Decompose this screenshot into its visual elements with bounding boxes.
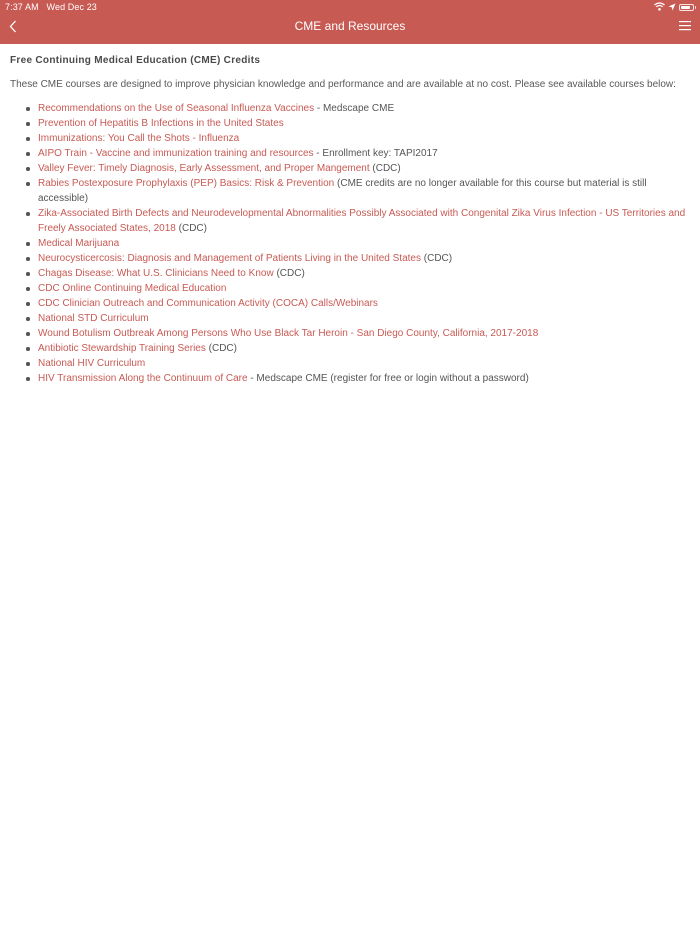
list-item: [38, 296, 690, 311]
cme-content: [10, 54, 690, 386]
course-link[interactable]: Zika-Associated Birth Defects and Neurodevelopmental Abnormalities Possibly Associated with Congenital Zika Virus Infection - US Territories and Freely Associated States, 2018: [38, 208, 686, 234]
list-item: [38, 176, 690, 206]
list-item: [38, 236, 690, 251]
course-link[interactable]: National HIV Curriculum: [38, 358, 146, 369]
status-date: Wed Dec 23: [46, 2, 97, 12]
course-link[interactable]: Recommendations on the Use of Seasonal Influenza Vaccines: [38, 103, 315, 114]
course-note: - Medscape CME: [314, 103, 395, 114]
course-note: (CDC): [273, 268, 305, 279]
menu-button[interactable]: [678, 19, 692, 31]
course-link[interactable]: Immunizations: You Call the Shots - Influenza: [38, 133, 240, 144]
location-arrow-icon: [668, 0, 676, 16]
course-link[interactable]: National STD Curriculum: [38, 313, 149, 324]
section-heading: Free Continuing Medical Education (CME) Credits: [10, 55, 261, 66]
course-link[interactable]: Wound Botulism Outbreak Among Persons Who Use Black Tar Heroin - San Diego County, California, 2017-2018: [38, 328, 539, 339]
battery-icon: [679, 4, 694, 11]
status-clock: 7:37 AM: [5, 2, 39, 12]
list-item: [38, 206, 690, 236]
list-item: [38, 116, 690, 131]
list-item: [38, 326, 690, 341]
course-note: (CDC): [175, 223, 207, 234]
status-indicators: [654, 2, 694, 12]
intro-text: These CME courses are designed to improve physician knowledge and performance and are available at no cost. Please see available courses below:: [10, 79, 676, 90]
course-link[interactable]: HIV Transmission Along the Continuum of Care: [38, 373, 248, 384]
course-note: (CME credits are no longer available for this course but material is still accessible): [38, 178, 647, 204]
course-link[interactable]: Valley Fever: Timely Diagnosis, Early Assessment, and Proper Mangement: [38, 163, 370, 174]
course-note: - Medscape CME (register for free or login without a password): [247, 373, 529, 384]
course-note: (CDC): [205, 343, 237, 354]
page-title: CME and Resources: [294, 19, 406, 33]
list-item: [38, 101, 690, 116]
list-item: [38, 341, 690, 356]
wifi-icon: [654, 0, 665, 16]
course-link[interactable]: CDC Clinician Outreach and Communication Activity (COCA) Calls/Webinars: [38, 298, 378, 309]
hamburger-menu-icon: [678, 20, 692, 32]
course-note: (CDC): [369, 163, 401, 174]
course-link[interactable]: Neurocysticercosis: Diagnosis and Management of Patients Living in the United States: [38, 253, 421, 264]
course-note: - Enrollment key: TAPI2017: [313, 148, 438, 159]
list-item: [38, 146, 690, 161]
course-link[interactable]: Antibiotic Stewardship Training Series: [38, 343, 206, 354]
course-link[interactable]: AIPO Train - Vaccine and immunization training and resources: [38, 148, 314, 159]
list-item: [38, 371, 690, 386]
course-link[interactable]: Medical Marijuana: [38, 238, 120, 249]
list-item: [38, 251, 690, 266]
course-note: (CDC): [420, 253, 453, 264]
list-item: [38, 281, 690, 296]
list-item: [38, 131, 690, 146]
course-link[interactable]: Chagas Disease: What U.S. Clinicians Need to Know: [38, 268, 274, 279]
course-list: [10, 101, 690, 386]
list-item: [38, 356, 690, 371]
top-bar: [0, 0, 700, 44]
list-item: [38, 266, 690, 281]
list-item: [38, 311, 690, 326]
course-link[interactable]: Prevention of Hepatitis B Infections in the United States: [38, 118, 284, 129]
list-item: [38, 161, 690, 176]
course-link[interactable]: CDC Online Continuing Medical Education: [38, 283, 227, 294]
status-time: [5, 2, 97, 12]
course-link[interactable]: Rabies Postexposure Prophylaxis (PEP) Basics: Risk & Prevention: [38, 178, 335, 189]
